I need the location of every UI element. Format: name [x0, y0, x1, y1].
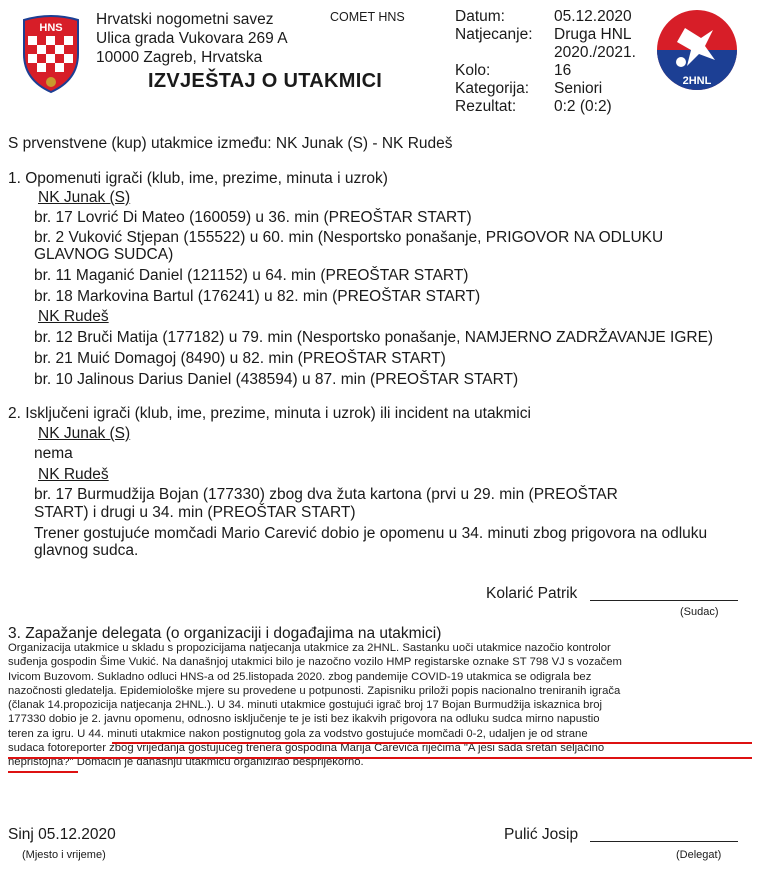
place-date: Sinj 05.12.2020: [8, 826, 116, 843]
observation-line: Ivicom Buzovom. Sukladno odluci HNS-a od 25.listopada 2020. zbog pandemije COVID-19 utakmica se odigrala bez: [8, 670, 592, 683]
dismissal-line: br. 17 Burmudžija Bojan (177330) zbog dva žuta kartona (prvi u 29. min (PREOŠTAR: [34, 486, 618, 503]
caution-item: br. 18 Markovina Bartul (176241) u 82. min (PREOŠTAR START): [34, 288, 481, 305]
caution-item: br. 10 Jalinous Darius Daniel (438594) u 87. min (PREOŠTAR START): [34, 371, 519, 388]
observation-line: nazočnosti gledatelja. Epidemiološke mjere su provedene u potpunosti. Zapisniku priloži popis nacionalno treniranih igrača: [8, 684, 621, 697]
referee-role: (Sudac): [680, 606, 719, 618]
logo-right-text: 2HNL: [682, 75, 712, 87]
2hnl-league-logo: [655, 8, 739, 92]
meta-label-competition: Natjecanje:: [455, 26, 533, 43]
observation-line-highlighted: sudaca fotoreporter zbog vrijeđanja gostujućeg trenera gospodina Marija Carevića riječima "A jesi sada sretan seljačino: [8, 742, 605, 755]
observation-line: suđenja gospodin Šime Vukić. Na današnjoj utakmici bilo je nazočno vozilo HMP registarske oznake ST 798 VJ s vozačem: [8, 656, 622, 669]
delegate-observations: [8, 641, 753, 770]
system-name: COMET HNS: [330, 10, 405, 24]
meta-label-result: Rezultat:: [455, 98, 517, 115]
caution-item: br. 12 Bruči Matija (177182) u 79. min (Nesportsko ponašanje, NAMJERNO ZADRŽAVANJE IGRE): [34, 329, 714, 346]
observation-line: 177330 dobio je 2. javnu opomenu, odnosno isključenje te je isti bez ikakvih prigovora na odluku sudca mirno napustio: [8, 713, 600, 726]
hns-crest-logo: [20, 14, 82, 94]
place-date-label: (Mjesto i vrijeme): [22, 849, 106, 861]
dismissal-line: glavnog sudca.: [34, 542, 139, 559]
section2-team-away: NK Rudeš: [38, 466, 109, 483]
caution-item: br. 2 Vuković Stjepan (155522) u 60. min (Nesportsko ponašanje, PRIGOVOR NA ODLUKU: [34, 229, 664, 246]
match-meta-labels: [455, 8, 533, 116]
section2-heading: 2. Isključeni igrači (klub, ime, prezime, minuta i uzrok) ili incident na utakmici: [8, 405, 531, 422]
red-highlight-underline: [112, 742, 752, 744]
document-title: IZVJEŠTAJ O UTAKMICI: [148, 70, 383, 92]
meta-label-round: Kolo:: [455, 62, 491, 79]
section2-team-home: NK Junak (S): [38, 425, 131, 442]
observation-line: (članak 14.propozicija natjecanja 2HNL.). U 34. minuti utakmice gostujući igrač broj 17 Bojan Burmudžija iskaznica broj: [8, 699, 603, 712]
delegate-role: (Delegat): [676, 849, 722, 861]
match-intro: S prvenstvene (kup) utakmice između: NK Junak (S) - NK Rudeš: [8, 135, 453, 152]
meta-value-category: Seniori: [554, 80, 603, 97]
observation-line-highlighted: neprištojna?" Domaćin je današnju utakmicu organizirao besprijekorno.: [8, 756, 364, 769]
meta-value-season: 2020./2021.: [554, 44, 636, 61]
observation-line-highlighted: teren za igru. U 44. minuti utakmice nakon postignutog gola za vodstvo gostujuće momčadi 0-2, udaljen je od strane: [8, 727, 588, 740]
delegate-name: Pulić Josip: [504, 826, 579, 843]
caution-item-continued: GLAVNOG SUDCA): [34, 246, 174, 263]
red-highlight-underline: [8, 771, 78, 773]
referee-name: Kolarić Patrik: [486, 585, 578, 602]
observation-line: Organizacija utakmice u skladu s propozicijama natjecanja utakmice za 2HNL. Sastanku uoči utakmice nazočio kontrolor: [8, 642, 611, 654]
meta-value-date: 05.12.2020: [554, 8, 632, 25]
match-meta-values: [554, 8, 636, 116]
section1-heading: 1. Opomenuti igrači (klub, ime, prezime, minuta i uzrok): [8, 170, 388, 187]
caution-item: br. 21 Muić Domagoj (8490) u 82. min (PREOŠTAR START): [34, 350, 446, 367]
caution-item: br. 17 Lovrić Di Mateo (160059) u 36. min (PREOŠTAR START): [34, 209, 472, 226]
section3-heading: 3. Zapažanje delegata (o organizaciji i događajima na utakmici): [8, 625, 442, 642]
organization-address: [96, 10, 288, 67]
caution-item: br. 11 Maganić Daniel (121152) u 64. min (PREOŠTAR START): [34, 267, 469, 284]
red-highlight-underline: [8, 757, 752, 759]
org-line: 10000 Zagreb, Hrvatska: [96, 49, 263, 66]
org-line: Hrvatski nogometni savez: [96, 11, 274, 28]
section2-home-text: nema: [34, 445, 73, 462]
org-line: Ulica grada Vukovara 269 A: [96, 30, 288, 47]
meta-value-round: 16: [554, 62, 572, 79]
logo-left-text: HNS: [39, 22, 63, 34]
dismissal-line: START) i drugi u 34. min (PREOŠTAR START): [34, 504, 356, 521]
meta-value-competition: Druga HNL: [554, 26, 632, 43]
meta-value-result: 0:2 (0:2): [554, 98, 612, 115]
delegate-signature-line: [590, 841, 738, 842]
meta-label-category: Kategorija:: [455, 80, 530, 97]
meta-label-spacer: [455, 44, 533, 62]
section1-team-away: NK Rudeš: [38, 308, 109, 325]
dismissal-line: Trener gostujuće momčadi Mario Carević dobio je opomenu u 34. minuti zbog prigovora na odluku: [34, 525, 708, 542]
section1-team-home: NK Junak (S): [38, 189, 131, 206]
referee-signature-line: [590, 600, 738, 601]
meta-label-date: Datum:: [455, 8, 505, 25]
